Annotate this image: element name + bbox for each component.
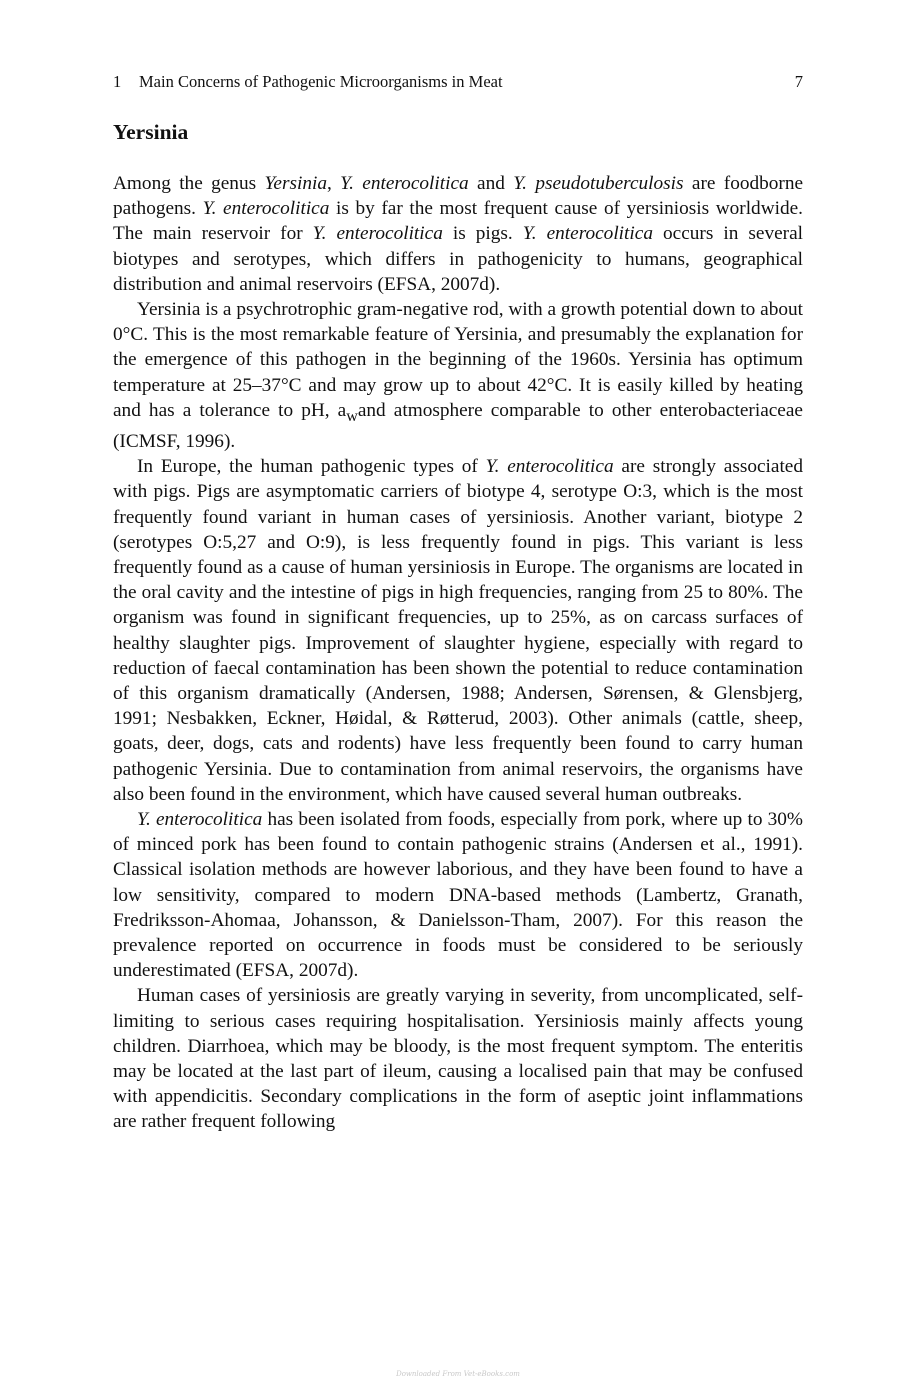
italic-term: Yersinia: [264, 173, 327, 194]
subscript: w: [346, 407, 358, 425]
paragraph: [113, 807, 803, 983]
italic-term: Y. enterocolitica: [340, 173, 469, 194]
page-number: 7: [794, 72, 803, 91]
download-watermark: Downloaded From Vet-eBooks.com: [396, 1370, 520, 1378]
chapter-number: 1: [113, 72, 122, 91]
italic-term: Y. pseudotuberculosis: [513, 173, 684, 194]
text-run: In Europe, the human pathogenic types of: [137, 456, 486, 478]
text-run: has been isolated from foods, especially from pork, where up to 30% of minced pork has been found to contain pathogenic strains (Andersen et al., 1991). Classical isolation methods are however laborious, and they have been found to have a low sensitivity, compared to modern DNA-based methods (Lambertz, Granath, Fredriksson-Ahomaa, Johansson, & Danielsson-Tham, 2007). For this reason the prevalence reported on occurrence in foods must be considered to be seriously underestimated (EFSA, 2007d).: [113, 808, 803, 982]
section-heading: Yersinia: [113, 120, 189, 144]
italic-term: Y. enterocolitica: [202, 198, 330, 220]
text-run: ,: [326, 173, 341, 194]
paragraph: [113, 983, 803, 1134]
text-run: and atmosphere comparable to other enterobacteriaceae (ICMSF, 1996).: [113, 399, 803, 452]
italic-term: Y. enterocolitica: [522, 223, 653, 245]
italic-term: Y. enterocolitica: [485, 456, 614, 478]
paragraph: [113, 454, 803, 807]
italic-term: Y. enterocolitica: [312, 223, 443, 245]
text-run: Human cases of yersiniosis are greatly varying in severity, from uncomplicated, self-limiting to serious cases requiring hospitalisation. Yersiniosis mainly affects young children. Diarrhoea, which may be bloody, is the most frequent symptom. The enteritis may be located at the last part of ileum, causing a localised pain that may be confused with appendicitis. Secondary complications in the form of aseptic joint inflammations are rather frequent following: [113, 985, 803, 1133]
text-run: and: [468, 173, 514, 194]
chapter-title: Main Concerns of Pathogenic Microorganisms in Meat: [139, 72, 503, 91]
paragraph: [113, 297, 803, 454]
body-text: [113, 171, 803, 1135]
text-run: are strongly associated with pigs. Pigs are asymptomatic carriers of biotype 4, serotype O:3, which is the most frequently found variant in human cases of yersiniosis. Another variant, biotype 2 (serotypes O:5,27 and O:9), is less frequently found in pigs. This variant is less frequently found as a cause of human yersiniosis in Europe. The organisms are located in the oral cavity and the intestine of pigs in high frequencies, ranging from 25 to 80%. The organism was found in significant frequencies, up to 25%, as on carcass surfaces of healthy slaughter pigs. Improvement of slaughter hygiene, especially with regard to reduction of faecal contamination has been shown the potential to reduce contamination of this organism dramatically (Andersen, 1988; Andersen, Sørensen, & Glensbjerg, 1991; Nesbakken, Eckner, Høidal, & Røtterud, 2003). Other animals (cattle, sheep, goats, deer, dogs, cats and rodents) have less frequently been found to carry human pathogenic Yersinia. Due to contamination from animal reservoirs, the organisms have also been found in the environment, which have caused several human outbreaks.: [113, 456, 804, 805]
paragraph: [113, 171, 803, 297]
text-run: is pigs.: [442, 223, 523, 245]
running-head: [113, 71, 803, 93]
text-run: is by far the most frequent cause of yersiniosis worldwide. The main reservoir for: [113, 198, 803, 245]
text-run: are foodborne pathogens.: [113, 173, 804, 220]
text-run: Among the genus: [113, 173, 265, 194]
text-run: Yersinia is a psychrotrophic gram-negative rod, with a growth potential down to about 0°C. This is the most remarkable feature of Yersinia, and presumably the explanation for the emergence of this pathogen in the beginning of the 1960s. Yersinia has optimum temperature at 25–37°C and may grow up to about 42°C. It is easily killed by heating and has a tolerance to pH, a: [113, 299, 803, 421]
italic-term: Y. enterocolitica: [137, 808, 263, 830]
text-run: occurs in several biotypes and serotypes, which differs in pathogenicity to humans, geographical distribution and animal reservoirs (EFSA, 2007d).: [113, 223, 803, 295]
